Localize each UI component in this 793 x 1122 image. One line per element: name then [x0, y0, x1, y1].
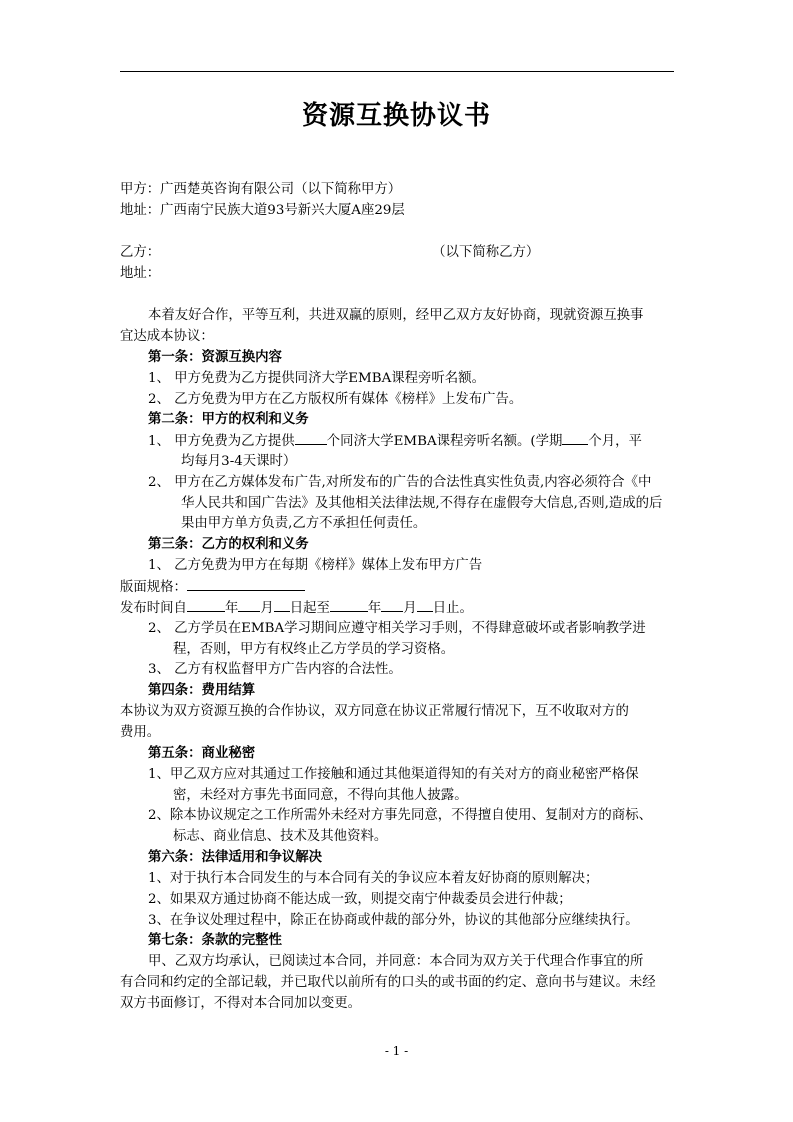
year-to-label: 年: [367, 601, 382, 616]
party-a-address: 地址：广西南宁民族大道93号新兴大厦A座29层: [120, 203, 405, 218]
header-rule: [120, 71, 674, 72]
document-title: 资源互换协议书: [301, 101, 491, 131]
article-2-item-1-part-b: 个同济大学EMBA课程旁听名额。(学期: [326, 434, 563, 449]
party-b-address: 地址：: [120, 266, 161, 281]
blank-month-from: [238, 598, 260, 612]
article-6-item-3: 3、在争议处理过程中，除正在协商或仲裁的部分外，协议的其他部分应继续执行。: [148, 913, 639, 928]
article-5-title: 第五条：商业秘密: [148, 745, 256, 761]
article-2-item-2-line-2: 华人民共和国广告法》及其他相关法律法规,不得存在虚假夸大信息,否则,造成的后: [181, 496, 663, 511]
article-2-item-1-part-c: 个月，平: [588, 434, 642, 449]
article-6-item-1: 1、对于执行本合同发生的与本合同有关的争议应本着友好协商的原则解决；: [148, 871, 599, 886]
article-3-item-2-line-2: 程，否则，甲方有权终止乙方学员的学习资格。: [173, 642, 455, 657]
party-b-suffix: （以下简称乙方）: [432, 245, 540, 260]
blank-day-from: [274, 598, 290, 612]
article-7-line-2: 有合同和约定的全部记载，并已取代以前所有的口头的或书面的约定、意向书与建议。未经: [120, 975, 656, 990]
article-5-item-1-line-1: 1、甲乙双方应对其通过工作接触和通过其他渠道得知的有关对方的商业秘密严格保: [148, 767, 639, 782]
blank-seat-count: [295, 431, 327, 445]
article-6-item-2: 2、如果双方通过协商不能达成一致，则提交南宁仲裁委员会进行仲裁；: [148, 892, 572, 907]
article-3-spec-label: 版面规格：: [120, 580, 187, 595]
article-4-line-2: 费用。: [120, 725, 161, 740]
article-2-item-1-part-a: 1、 甲方免费为乙方提供: [148, 434, 295, 449]
day-from-label: 日起至: [289, 601, 330, 616]
article-2-item-2-line-3: 果由甲方单方负责,乙方不承担任何责任。: [181, 516, 427, 531]
article-6-title: 第六条：法律适用和争议解决: [148, 849, 323, 865]
article-2-title: 第二条：甲方的权利和义务: [148, 411, 309, 427]
page-number: - 1 -: [384, 1044, 409, 1058]
party-a: 甲方：广西楚英咨询有限公司（以下简称甲方）: [120, 182, 402, 197]
article-3-item-3: 3、 乙方有权监督甲方广告内容的合法性。: [148, 662, 402, 677]
article-3-title: 第三条：乙方的权利和义务: [148, 536, 309, 552]
blank-spec: [187, 577, 305, 591]
article-4-line-1: 本协议为双方资源互换的合作协议，双方同意在协议正常履行情况下，互不收取对方的: [120, 704, 629, 719]
intro-line-2: 宜达成本协议：: [120, 329, 214, 344]
blank-day-to: [417, 598, 433, 612]
article-7-line-3: 双方书面修订，不得对本合同加以变更。: [120, 996, 362, 1011]
article-1-title: 第一条：资源互换内容: [148, 349, 282, 365]
article-5-item-2-line-1: 2、除本协议规定之工作所需外未经对方事先同意，不得擅自使用、复制对方的商标、: [148, 808, 652, 823]
month-from-label: 月: [260, 601, 274, 616]
month-to-label: 月: [403, 601, 417, 616]
intro-line-1: 本着友好合作，平等互利，共进双赢的原则，经甲乙双方友好协商，现就资源互换事: [148, 308, 644, 323]
time-label: 发布时间自: [120, 601, 187, 616]
day-to-label: 日止。: [432, 601, 473, 616]
blank-year-to: [330, 598, 368, 612]
year-from-label: 年: [224, 601, 239, 616]
blank-year-from: [187, 598, 225, 612]
party-b: [120, 243, 539, 262]
article-7-line-1: 甲、乙双方均承认，已阅读过本合同，并同意：本合同为双方关于代理合作事宜的所: [148, 954, 644, 969]
article-5-item-2-line-2: 标志、商业信息、技术及其他资料。: [173, 829, 388, 844]
article-2-item-2-line-1: 2、 甲方在乙方媒体发布广告,对所发布的广告的合法性真实性负责,内容必须符合《中: [148, 475, 652, 490]
article-2-item-1: [148, 431, 642, 451]
blank-month-to: [381, 598, 403, 612]
party-b-label: 乙方：: [120, 245, 161, 260]
article-2-item-1-cont: 均每月3-4天课时）: [181, 454, 297, 469]
article-3-spec: [120, 577, 305, 597]
article-3-item-2-line-1: 2、 乙方学员在EMBA学习期间应遵守相关学习手则，不得肆意破坏或者影响教学进: [148, 621, 646, 636]
article-3-time: [120, 598, 473, 618]
article-3-item-1: 1、 乙方免费为甲方在每期《榜样》媒体上发布甲方广告: [148, 558, 483, 573]
article-4-title: 第四条：费用结算: [148, 682, 256, 698]
article-7-title: 第七条：条款的完整性: [148, 932, 282, 948]
blank-term-months: [562, 431, 588, 445]
article-1-item-1: 1、 甲方免费为乙方提供同济大学EMBA课程旁听名额。: [148, 371, 485, 386]
article-1-item-2: 2、 乙方免费为甲方在乙方版权所有媒体《榜样》上发布广告。: [148, 392, 523, 407]
article-5-item-1-line-2: 密，未经对方事先书面同意，不得向其他人披露。: [173, 788, 468, 803]
